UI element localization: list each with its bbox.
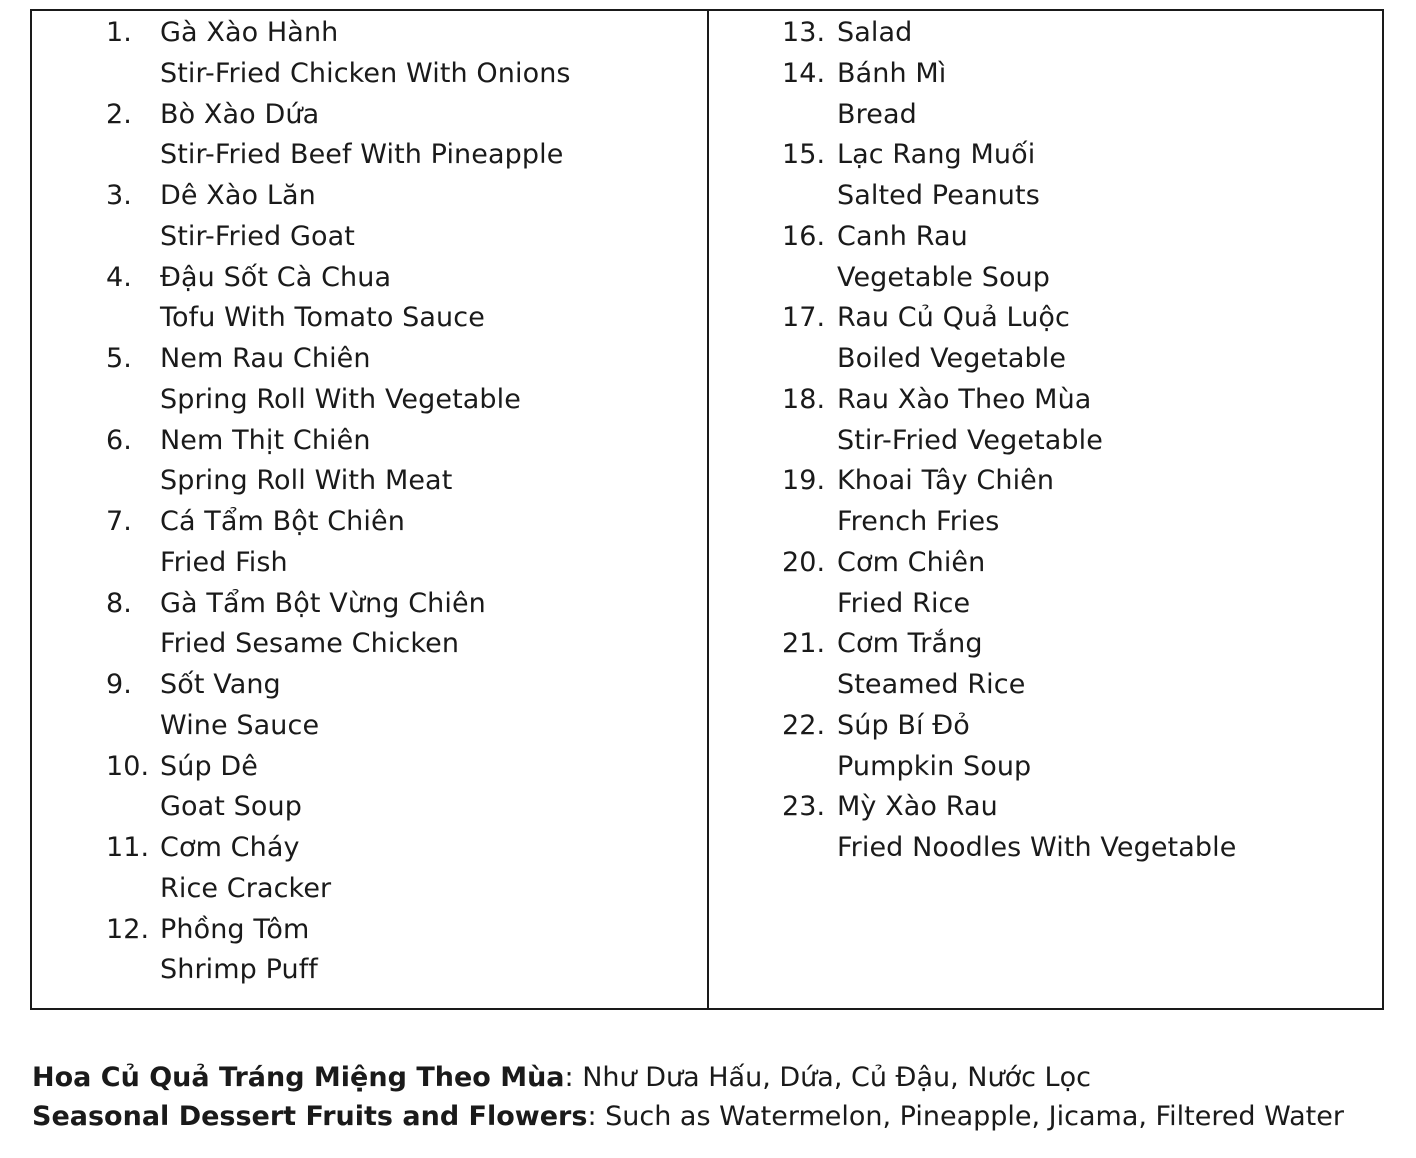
dessert-text-en: : Such as Watermelon, Pineapple, Jicama, Filtered Water — [587, 1101, 1344, 1132]
menu-item-name-en: Pumpkin Soup — [837, 750, 1032, 782]
menu-item-number: 2. — [106, 98, 132, 130]
menu-item-name-en: Salted Peanuts — [837, 180, 1040, 211]
dessert-note-vietnamese — [32, 1058, 1091, 1098]
menu-item-name-en: Goat Soup — [160, 791, 302, 823]
dessert-text-vi: : Như Dưa Hấu, Dứa, Củ Đậu, Nước Lọc — [564, 1062, 1091, 1093]
menu-item-number: 16. — [782, 220, 826, 252]
menu-item-number: 6. — [106, 424, 132, 456]
menu-item-name-en: Bread — [837, 98, 917, 130]
menu-item-name-vi: Bò Xào Dứa — [160, 98, 320, 130]
menu-item-number: 23. — [782, 791, 826, 823]
menu-item-number: 8. — [106, 587, 132, 619]
menu-item-number: 10. — [106, 750, 150, 782]
menu-item-name-vi: Rau Củ Quả Luộc — [837, 302, 1070, 334]
menu-item-name-vi: Súp Bí Đỏ — [837, 709, 970, 741]
menu-item-name-en: Tofu With Tomato Sauce — [160, 302, 485, 334]
menu-item-number: 14. — [782, 57, 826, 89]
menu-item-name-vi: Gà Xào Hành — [160, 17, 339, 48]
menu-item-number: 20. — [782, 546, 826, 578]
menu-item-number: 15. — [782, 139, 826, 171]
menu-item-name-en: Fried Fish — [160, 546, 288, 578]
menu-item-name-vi: Canh Rau — [837, 220, 968, 252]
menu-item-number: 12. — [106, 913, 150, 945]
menu-item-number: 1. — [106, 17, 132, 48]
menu-item-number: 19. — [782, 465, 826, 497]
menu-item-name-en: Steamed Rice — [837, 669, 1026, 700]
menu-item-name-en: Rice Cracker — [160, 872, 332, 904]
menu-item-number: 9. — [106, 669, 132, 700]
menu-item-number: 17. — [782, 302, 826, 334]
menu-item-name-en: Stir-Fried Beef With Pineapple — [160, 139, 564, 171]
dessert-label-en: Seasonal Dessert Fruits and Flowers — [32, 1101, 588, 1132]
menu-item-number: 11. — [106, 832, 150, 863]
menu-item-name-en: Shrimp Puff — [160, 954, 318, 986]
menu-item-name-en: Stir-Fried Goat — [160, 220, 355, 252]
menu-item-number: 22. — [782, 709, 826, 741]
menu-item-number: 4. — [106, 261, 132, 293]
menu-item-name-vi: Khoai Tây Chiên — [837, 465, 1055, 497]
menu-item-name-en: Spring Roll With Meat — [160, 465, 453, 497]
menu-item-number: 18. — [782, 383, 826, 415]
menu-item-name-vi: Cơm Trắng — [837, 628, 983, 660]
menu-item-name-vi: Mỳ Xào Rau — [837, 791, 998, 823]
menu-item-name-vi: Súp Dê — [160, 750, 258, 782]
menu-item-name-en: Stir-Fried Vegetable — [837, 424, 1103, 456]
column-divider — [707, 11, 709, 1008]
menu-item-name-vi: Cơm Chiên — [837, 546, 986, 578]
menu-item-name-vi: Nem Thịt Chiên — [160, 424, 371, 456]
menu-item-name-en: Fried Rice — [837, 587, 971, 619]
menu-item-name-vi: Salad — [837, 17, 913, 48]
menu-item-name-vi: Sốt Vang — [160, 669, 281, 700]
menu-item-name-en: Fried Noodles With Vegetable — [837, 832, 1237, 863]
menu-item-name-en: Wine Sauce — [160, 709, 320, 741]
menu-item-name-en: Boiled Vegetable — [837, 343, 1067, 374]
menu-item-name-vi: Đậu Sốt Cà Chua — [160, 261, 392, 293]
menu-item-name-vi: Rau Xào Theo Mùa — [837, 383, 1092, 415]
menu-item-number: 13. — [782, 17, 826, 48]
menu-item-name-en: Spring Roll With Vegetable — [160, 383, 521, 415]
menu-item-number: 7. — [106, 506, 132, 537]
dessert-label-vi: Hoa Củ Quả Tráng Miệng Theo Mùa — [32, 1062, 565, 1093]
menu-item-name-vi: Dê Xào Lăn — [160, 180, 316, 211]
menu-item-name-vi: Gà Tẩm Bột Vừng Chiên — [160, 587, 486, 619]
menu-item-name-en: Fried Sesame Chicken — [160, 628, 460, 660]
menu-item-name-vi: Lạc Rang Muối — [837, 139, 1036, 171]
menu-item-number: 5. — [106, 343, 132, 374]
menu-item-name-en: Vegetable Soup — [837, 261, 1051, 293]
menu-item-name-en: Stir-Fried Chicken With Onions — [160, 57, 571, 89]
menu-item-number: 21. — [782, 628, 826, 660]
menu-item-name-vi: Cơm Cháy — [160, 832, 300, 863]
menu-item-name-vi: Bánh Mì — [837, 57, 947, 89]
menu-table — [30, 9, 1384, 1010]
menu-item-name-vi: Cá Tẩm Bột Chiên — [160, 506, 405, 537]
menu-item-number: 3. — [106, 180, 132, 211]
menu-item-name-vi: Nem Rau Chiên — [160, 343, 371, 374]
dessert-note-english — [32, 1097, 1344, 1137]
menu-item-name-vi: Phồng Tôm — [160, 913, 310, 945]
menu-item-name-en: French Fries — [837, 506, 1000, 537]
